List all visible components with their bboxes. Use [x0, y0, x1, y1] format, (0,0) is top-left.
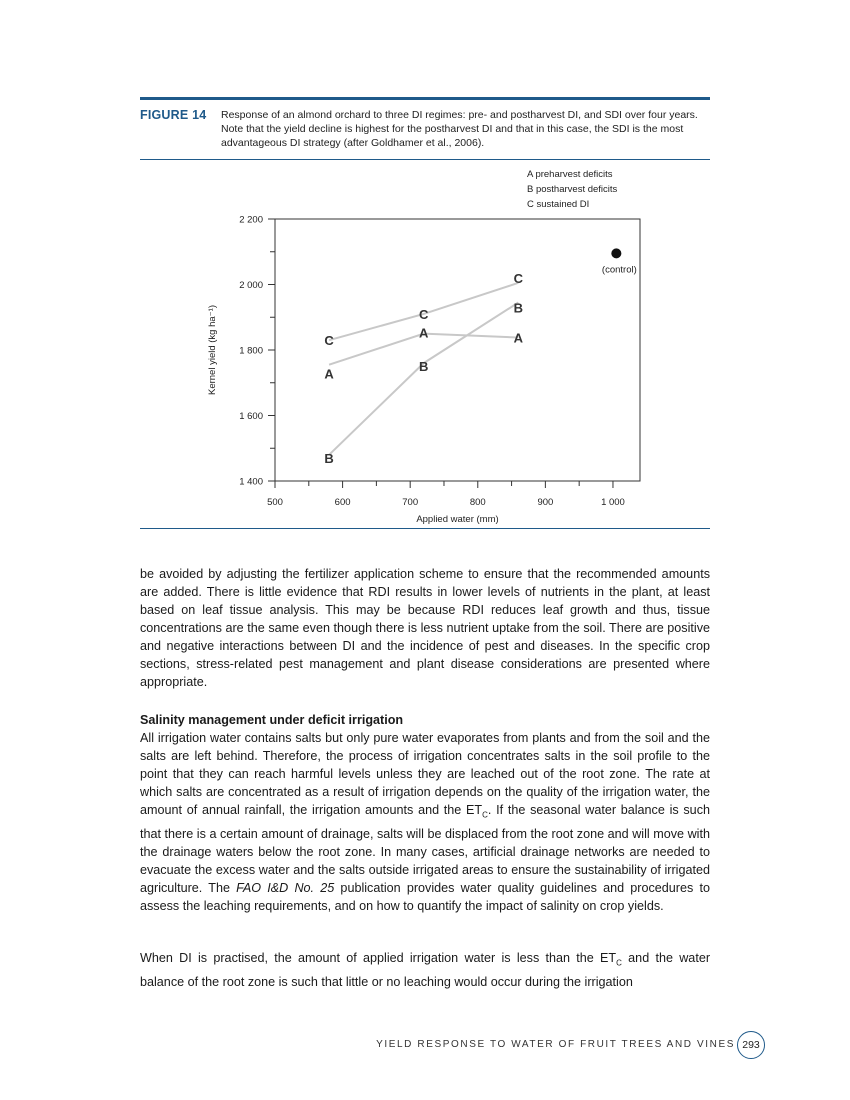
y-tick-label: 2 200	[239, 214, 263, 226]
y-tick-label: 1 600	[239, 411, 263, 422]
page-number: 293	[737, 1031, 765, 1059]
x-tick-label: 600	[334, 497, 351, 508]
y-axis-label: Kernel yield (kg ha⁻¹)	[207, 304, 218, 396]
figure-caption: Response of an almond orchard to three DI regimes: pre- and postharvest DI, and SDI over four years. Note that the yield decline is highest for the postharvest DI and that in this case, the SDI is the most advantageous DI strategy (after Goldhamer et al., 2006).	[221, 109, 698, 149]
y-tick-label: 2 000	[239, 280, 263, 291]
plot-frame	[275, 219, 640, 481]
running-title: YIELD RESPONSE TO WATER OF FRUIT TREES AND VINES	[376, 1039, 735, 1050]
point-B-860: B	[513, 300, 524, 316]
point-A-860: A	[513, 330, 524, 346]
figure-bottom-rule	[140, 528, 710, 529]
point-C-580: C	[324, 333, 334, 349]
y-tick-label: 1 800	[239, 345, 263, 357]
x-tick-label: 800	[469, 497, 486, 508]
y-tick-label: 1 400	[239, 476, 263, 488]
point-C-860: C	[513, 270, 524, 286]
point-B-580: B	[324, 450, 334, 466]
paragraph-text: be avoided by adjusting the fertilizer application scheme to ensure that the recommended amounts are added. There is little evidence that RDI results in lower levels of nutrients in the plant, at least based on leaf tissue analysis. This may be because RDI reduces leaf growth and thus, tissue concentrations are the same even though there is less nutrient uptake from the soil. There are positive and negative interactions between DI and the incidence of pest and diseases. In the specific crop sections, stress-related pest management and plant disease considerations are presented where appropriate.	[140, 567, 710, 689]
point-B-720: B	[419, 359, 429, 375]
section-salinity	[140, 711, 710, 915]
point-A-580: A	[324, 366, 334, 382]
body-paragraph-3: When DI is practised, the amount of applied irrigation water is less than the $ET_C$ and the water balance of the root zone is such that little or no leaching would occur during the irrigation	[140, 951, 711, 989]
legend-entry-0: A preharvest deficits	[527, 169, 613, 180]
x-tick-label: 500	[267, 497, 283, 508]
body-paragraph-1	[140, 565, 710, 691]
x-axis-label: Applied water (mm)	[416, 514, 499, 525]
control-point	[611, 248, 621, 258]
legend-entry-2: C sustained DI	[527, 199, 590, 210]
point-C-720: C	[419, 306, 429, 322]
control-label: (control)	[601, 264, 637, 276]
x-tick-label: 1 000	[601, 497, 625, 508]
yield-chart	[0, 0, 850, 540]
x-tick-label: 700	[402, 497, 419, 508]
point-A-720: A	[419, 325, 429, 341]
body-paragraph-2: All irrigation water contains salts but only pure water evaporates from plants and from the soil and the salts are left behind. Therefore, the process of irrigation concentrates salts in the soil profile to the point that they can reach harmful levels unless they are leached out of the root zone. The rate at which salts are concentrated as a result of irrigation depends on the quality of the irrigation water, the amount of annual rainfall, the irrigation amounts and the $ET_C$. If the seasonal water balance is such that there is a certain amount of drainage, salts will be displaced from the root zone and will move with the drainage waters below the root zone. In many cases, artificial drainage networks are needed to evacuate the excess water and the salts outside irrigated areas to ensure the sustainability of irrigated agriculture. The FAO I&D No. 25 publication provides water quality guidelines and procedures to assess the leaching requirements, and on how to quantify the impact of salinity on crop yields.	[140, 731, 710, 913]
x-tick-label: 900	[537, 497, 554, 508]
legend-entry-1: B postharvest deficits	[527, 184, 618, 195]
section-heading: Salinity management under deficit irrigation	[140, 713, 404, 727]
figure-label: FIGURE 14	[140, 108, 207, 122]
